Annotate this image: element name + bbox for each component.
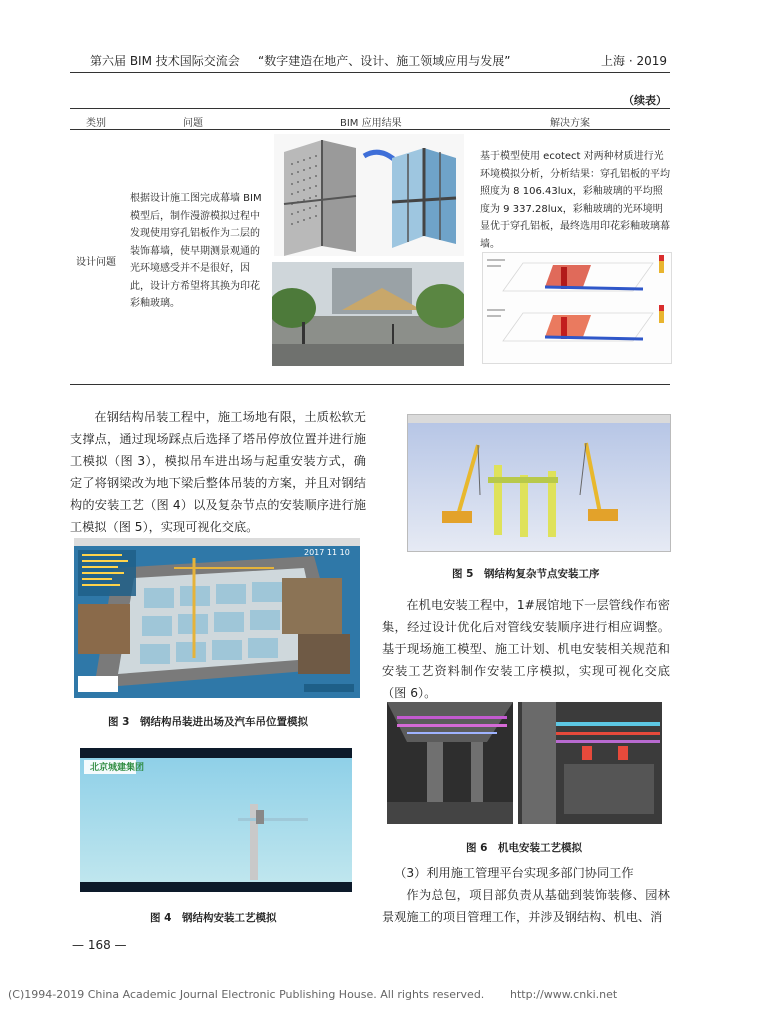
- figure-4-image: [80, 748, 352, 892]
- right-paragraph-2: 作为总包，项目部负责从基础到装饰装修、园林景观施工的项目管理工作，并涉及钢结构、机电、消: [382, 888, 670, 924]
- figure-6-caption: 图 6 机电安装工艺模拟: [466, 842, 582, 854]
- table-cell-solution: 基于模型使用 ecotect 对两种材质进行光环境模拟分析，分析结果：穿孔铝板的平均照度为 8 106.43lux，彩釉玻璃的平均照度为 9 337.28lux，彩釉玻璃的光环境明显优于穿孔铝板，最终选用印花彩釉玻璃幕墙。: [480, 151, 670, 250]
- header-left: 第六届 BIM 技术国际交流会: [90, 54, 240, 68]
- figure-3-graphic: [74, 538, 360, 698]
- figure-4-logo: 北京城建集团: [90, 763, 145, 773]
- figure-3-caption: 图 3 钢结构吊装进出场及汽车吊位置模拟: [108, 716, 308, 728]
- right-paragraph-1: 在机电安装工程中，1#展馆地下一层管线作布密集，经过设计优化后对管线安装顺序进行相应调整。基于现场施工模型、施工计划、机电安装相关规范和安装工艺资料制作安装工序模拟，实现可视化交底（图 6）。: [382, 598, 670, 700]
- left-paragraph: 在钢结构吊装工程中，施工场地有限，土质松软无支撑点，通过现场踩点后选择了塔吊停放位置并进行施工模拟（图 3），模拟吊车进出场与起重安装方式，确定了将钢梁改为地下梁后整体吊装的方案，并且对钢结构的安装工艺（图 4）以及复杂节点的安装顺序进行施工模拟（图 5），实现可视化交底。: [70, 410, 366, 534]
- figure-3-image: [74, 538, 360, 698]
- figure-5-image: [407, 414, 671, 552]
- table-bottom-rule: [70, 384, 670, 385]
- header-right: 上海 · 2019: [601, 54, 667, 68]
- table-header-solution: 解决方案: [550, 118, 590, 129]
- footer-url[interactable]: http://www.cnki.net: [510, 988, 618, 1001]
- panel-comparison-image: [274, 134, 464, 256]
- header-center: “数字建造在地产、设计、施工领域应用与发展”: [258, 54, 511, 68]
- landscape-render-image: [272, 262, 464, 366]
- figure-4-caption: 图 4 钢结构安装工艺模拟: [150, 912, 277, 924]
- light-analysis-image: [482, 252, 672, 364]
- figure-6-right-graphic: [518, 702, 662, 824]
- panel-comparison-graphic: [274, 134, 464, 256]
- table-cell-category: 设计问题: [76, 257, 116, 268]
- right-subheading: （3）利用施工管理平台实现多部门协同工作: [394, 866, 634, 880]
- page-number: — 168 —: [72, 938, 127, 952]
- table-cell-problem: 根据设计施工图完成幕墙 BIM 模型后，制作漫游模拟过程中发现使用穿孔铝板作为二层的装饰幕墙，使早期测景观通的光环境感受并不是很好，因此，设计方希望将其换为印花彩釉玻璃。: [130, 193, 262, 309]
- figure-3-date: 2017 11 10: [304, 548, 350, 557]
- landscape-render-graphic: [272, 262, 464, 366]
- table-header-bim-result: BIM 应用结果: [340, 118, 402, 129]
- figure-5-graphic: [408, 415, 670, 551]
- figure-6-image-right: [518, 702, 662, 824]
- table-header-category: 类别: [86, 118, 106, 129]
- table-top-rule: [70, 108, 670, 109]
- header-rule: [70, 72, 670, 73]
- light-analysis-graphic: [483, 253, 671, 363]
- footer-copyright: (C)1994-2019 China Academic Journal Electronic Publishing House. All rights reserved.: [8, 988, 485, 1001]
- figure-5-caption: 图 5 钢结构复杂节点安装工序: [452, 568, 600, 580]
- figure-6-image-left: [387, 702, 513, 824]
- table-header-problem: 问题: [183, 118, 203, 129]
- table-header-rule: [70, 129, 670, 130]
- continued-label: （续表）: [623, 94, 667, 107]
- figure-6-left-graphic: [387, 702, 513, 824]
